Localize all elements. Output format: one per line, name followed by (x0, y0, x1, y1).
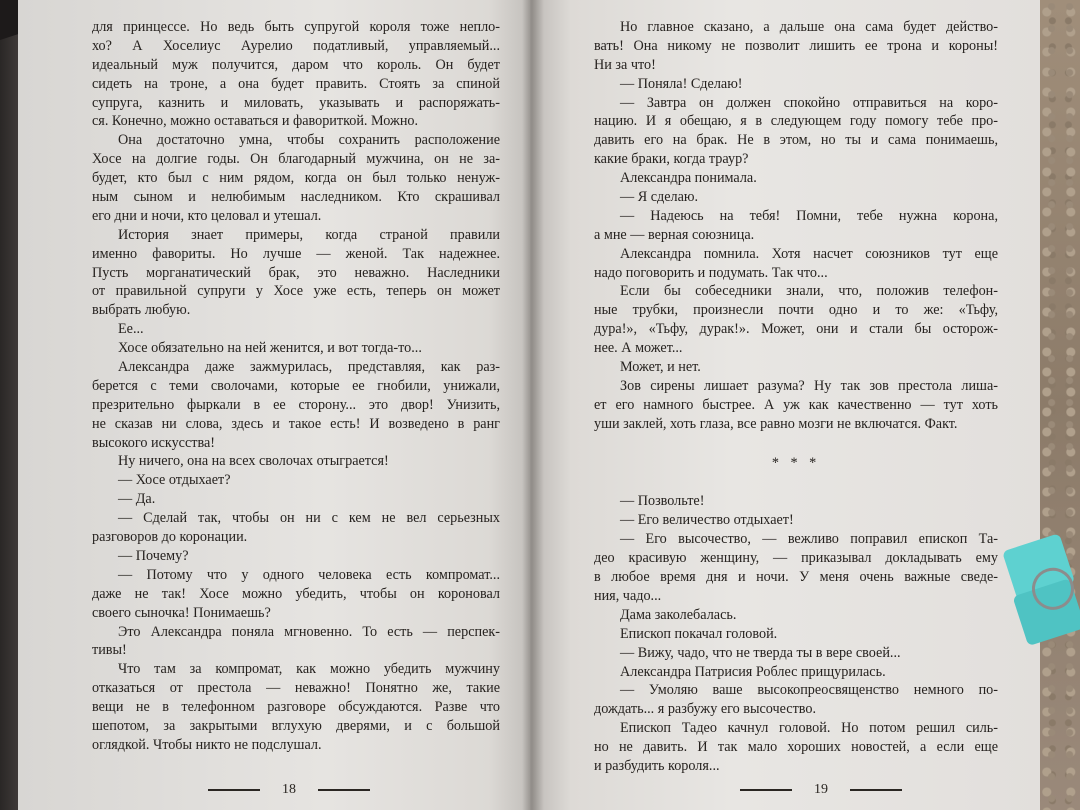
right-page (530, 0, 1040, 810)
footer-rule (740, 789, 792, 791)
text-line: даже не так! Хосе можно убедить, чтобы он короновал (92, 585, 500, 602)
text-line: дождать... я разбужу его высочество. (594, 701, 817, 718)
text-line: сидеть на троне, а она будет править. Стоять за спиной (92, 75, 500, 92)
text-line: Александра понимала. (620, 170, 757, 187)
text-line: тивы! (92, 642, 127, 659)
page-number: 18 (282, 782, 296, 797)
text-line: идеальный муж получится, даром что король. Он будет (92, 56, 500, 73)
page-number-footer (186, 782, 392, 798)
text-line: ным сыном и нелюбимым наследником. Кто скрашивал (92, 189, 500, 206)
text-line: вещи не в телефонном разговоре обсуждаются. Разве что (92, 699, 500, 716)
text-line: Что там за компромат, как можно убедить мужчину (118, 661, 500, 678)
text-line: от правильной супруги у Хосе уже есть, теперь он может (92, 283, 500, 300)
text-line: уши заклей, хоть глаза, все равно мозги не включатся. Факт. (594, 415, 958, 432)
text-line: део красивую женщину, — приказывал докладывать ему (594, 550, 998, 567)
text-line: — Надеюсь на тебя! Помни, тебе нужна корона, (620, 207, 998, 224)
text-line: Дама заколебалась. (620, 606, 737, 623)
text-line: дура!», «Тьфу, дурак!». Может, они и стали бы осторож- (594, 321, 998, 338)
text-line: — Да. (118, 491, 156, 508)
text-line: Ни за что! (594, 56, 656, 73)
text-line: Александра Патрисия Роблес прищурилась. (620, 663, 886, 680)
text-line: Александра даже зажмурилась, представляя, как раз- (118, 359, 500, 376)
section-break: * * * (771, 454, 821, 471)
text-line: Хосе обязательно на ней женится, и вот тогда-то... (118, 340, 422, 357)
text-line: Может, и нет. (620, 359, 701, 376)
text-line: разговоров до коронации. (92, 529, 248, 546)
text-line: Это Александра поняла мгновенно. То есть — перспек- (118, 623, 500, 640)
text-line: отказаться от престола — неважно! Понятно же, такие (92, 680, 500, 697)
text-line: Зов сирены лишает разума? Ну так зов престола лиша- (620, 377, 998, 394)
text-line: — Его величество отдыхает! (620, 512, 794, 529)
text-line: — Его высочество, — вежливо поправил епископ Та- (620, 531, 998, 548)
text-line: Она достаточно умна, чтобы сохранить расположение (118, 132, 500, 149)
footer-rule (208, 789, 260, 791)
left-page (18, 0, 530, 810)
text-line: — Хосе отдыхает? (118, 472, 231, 489)
text-line: Пусть морганатический брак, это неважно. Наследники (92, 264, 500, 281)
text-line: давить его на брак. Не в этом, но ты и сама понимаешь, (594, 132, 998, 149)
text-line: будет, кто был с ним рядом, когда он был только ненуж- (92, 170, 500, 187)
text-line: — Сделай так, чтобы он ни с кем не вел серьезных (118, 510, 500, 527)
text-line: нее. А может... (594, 340, 683, 357)
book-spine-shadow (522, 0, 544, 810)
text-line: Ее... (118, 321, 144, 338)
text-line: История знает примеры, когда страной правили (118, 226, 500, 243)
text-line: оглядкой. Чтобы никто не подслушал. (92, 736, 322, 753)
text-line: ет его намного быстрее. А уж как качественно — тут хоть (594, 396, 998, 413)
text-line: а мне — верная союзница. (594, 226, 755, 243)
text-line: вать! Она никому не позволит лишить ее трона и короны! (594, 37, 998, 54)
text-line: — Умоляю ваше высокопреосвященство немного по- (620, 682, 998, 699)
text-line: и разбудить короля... (594, 757, 720, 774)
text-line: высокого искусства! (92, 434, 215, 451)
text-line: надо поговорить и подумать. Так что... (594, 264, 828, 281)
text-line: именно фавориты. Но лучше — женой. Так надежнее. (92, 245, 500, 262)
text-line: шепотом, за закрытыми вглухую дверями, и с большой (92, 717, 500, 734)
text-line: своего сыночка! Понимаешь? (92, 604, 271, 621)
text-line: Ну ничего, она на всех сволочах отыграется! (118, 453, 389, 470)
text-line: для принцессе. Но ведь быть супругой короля тоже непло- (92, 19, 500, 35)
text-line: — Почему? (118, 547, 189, 564)
text-line: хо? А Хоселиус Аурелио податливый, управляемый... (92, 37, 500, 54)
text-line: но не давить. И так мало хороших новостей, а если еще (594, 739, 998, 756)
text-line: Хосе на долгие годы. Он благодарный мужчина, он не за- (92, 151, 500, 168)
text-line: Если бы собеседники знали, что, положив телефон- (620, 283, 998, 300)
text-line: Но главное сказано, а дальше она сама будет действо- (620, 19, 998, 35)
text-line: — Поняла! Сделаю! (620, 75, 743, 92)
text-line: презрительно фыркали в ее сторону... это двор! Унизить, (92, 396, 500, 413)
text-line: супруга, казнить и миловать, указывать и распоряжать- (92, 94, 500, 111)
text-line: какие браки, когда траур? (594, 151, 749, 168)
page-number-footer (718, 782, 924, 798)
text-line: не сказав ни слова, здесь и такое есть! И возведено в ранг (92, 415, 500, 432)
text-line: — Я сделаю. (620, 189, 699, 206)
text-line: выбрать любую. (92, 302, 191, 319)
text-line: нацию. И я обещаю, я в следующем году помогу тебе про- (594, 113, 998, 130)
text-line: ные трубки, произнесли почти одно и то же: «Тьфу, (594, 302, 998, 319)
text-line: в любое время дня и ночи. У меня очень важные сведе- (594, 569, 998, 586)
text-line: Александра помнила. Хотя насчет союзников тут еще (620, 245, 998, 262)
text-line: — Вижу, чадо, что не тверда ты в вере своей... (620, 644, 901, 661)
text-line: его дни и ночи, кто целовал и утешал. (92, 207, 322, 224)
text-line: ния, чадо... (594, 587, 662, 604)
text-line: берется с теми сволочами, которые ее гнобили, унижали, (92, 377, 500, 394)
text-line: ся. Конечно, можно оставаться и фавориткой. Можно. (92, 113, 419, 130)
footer-rule (318, 789, 370, 791)
text-line: — Позвольте! (620, 493, 705, 510)
text-line: — Завтра он должен спокойно отправиться на коро- (620, 94, 998, 111)
text-line: — Потому что у одного человека есть компромат... (118, 566, 500, 583)
text-line: Епископ Тадео качнул головой. Но потом решил силь- (620, 720, 998, 737)
text-line: Епископ покачал головой. (620, 625, 778, 642)
page-number: 19 (814, 782, 828, 797)
footer-rule (850, 789, 902, 791)
